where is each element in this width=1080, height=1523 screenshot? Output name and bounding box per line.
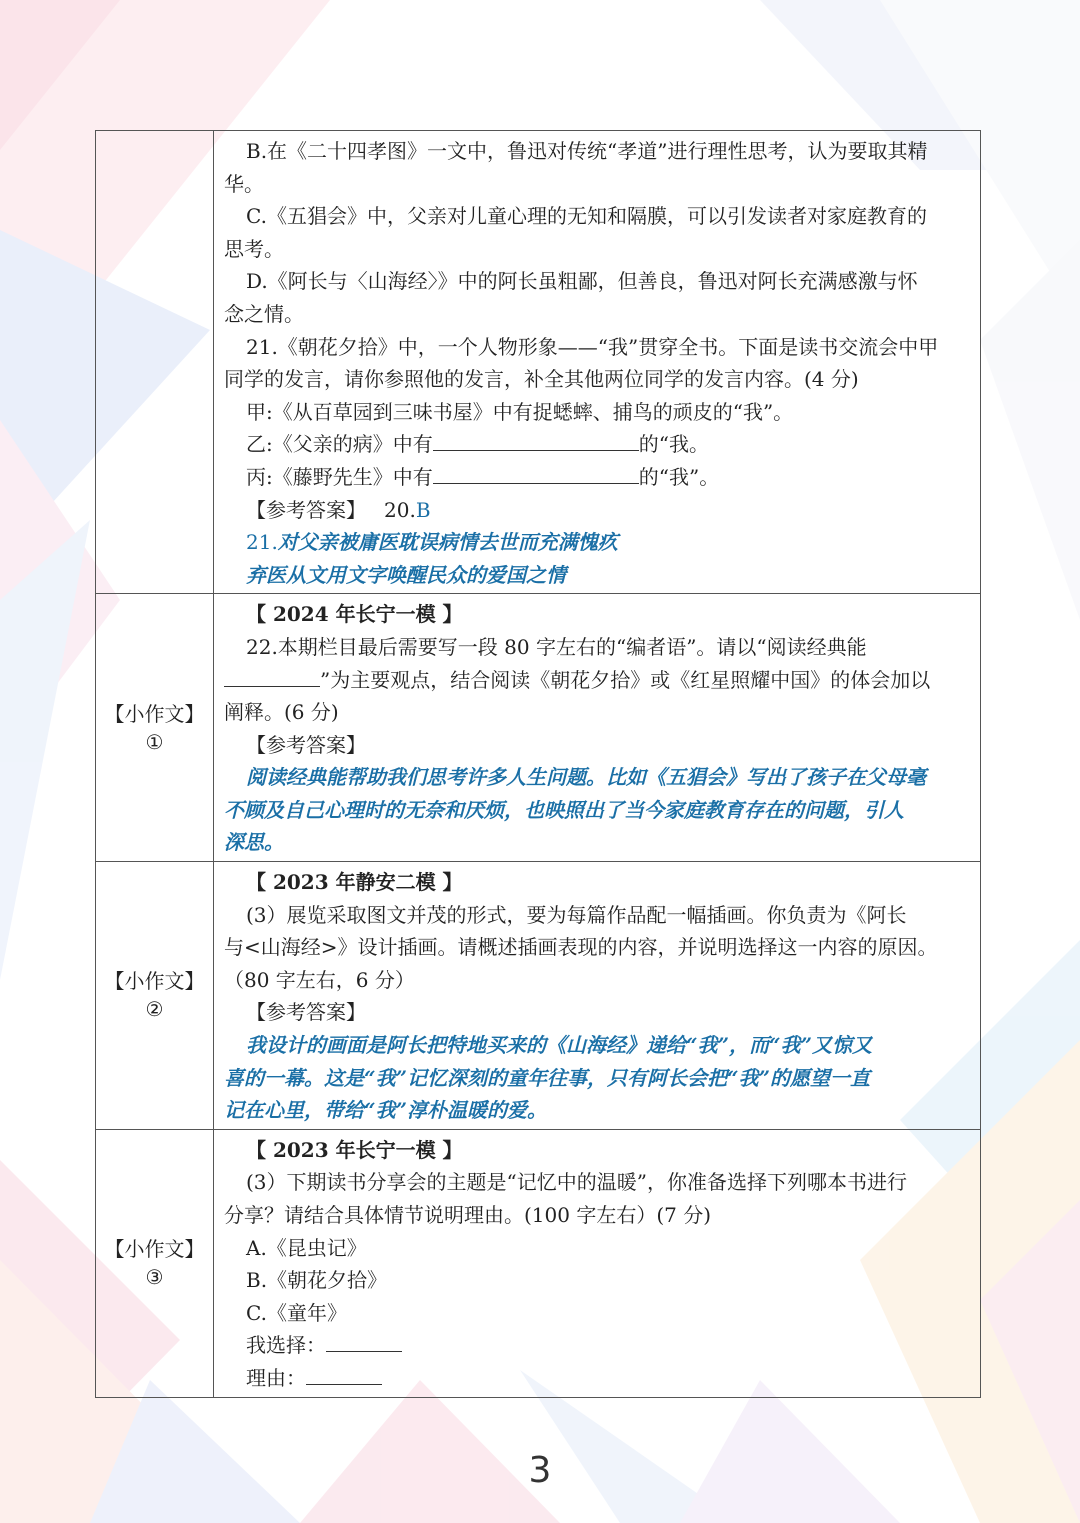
answer-text: 记在心里，带给“我”淳朴温暖的爱。 [224, 1098, 548, 1123]
row-label-cell [96, 862, 214, 1130]
reason-line [224, 1362, 972, 1395]
student-yi-tail: 的“我。 [638, 432, 709, 457]
answer-21-text: 对父亲被庸医耽误病情去世而充满愧疚 [277, 530, 618, 555]
source-tag: 【 2023 年静安二模 】 [246, 870, 463, 895]
question-22: 22.本期栏目最后需要写一段 80 字左右的“编者语”。请以“阅读经典能 [246, 634, 867, 659]
option-d-cont: 念之情。 [224, 301, 304, 326]
row-label: 【小作文】 [104, 969, 205, 994]
option-a: A.《昆虫记》 [246, 1235, 367, 1260]
answer-heading: 【参考答案】 [246, 1000, 366, 1025]
answer-blank [433, 430, 639, 451]
question-21-cont: 同学的发言，请你参照他的发言，补全其他两位同学的发言内容。(4 分) [224, 367, 859, 392]
option-d: D.《阿长与〈山海经〉》中的阿长虽粗鄙，但善良，鲁迅对阿长充满感激与怀 [246, 269, 918, 294]
table-row [96, 131, 981, 594]
student-yi [224, 428, 972, 461]
option-c: C.《童年》 [246, 1300, 347, 1325]
student-bing-tail: 的“我”。 [638, 464, 720, 489]
answer-text: 阅读经典能帮助我们思考许多人生问题。比如《五猖会》写出了孩子在父母毫 [246, 765, 926, 790]
row-label-number: ② [145, 997, 164, 1022]
option-b-cont: 华。 [224, 171, 264, 196]
answer-heading [224, 494, 972, 527]
option-b: B.在《二十四孝图》一文中，鲁迅对传统“孝道”进行理性思考，认为要取其精 [246, 139, 928, 163]
answer-20-num: 20. [384, 497, 416, 522]
row-label-number: ③ [145, 1265, 164, 1290]
choice-label: 我选择： [246, 1333, 326, 1358]
question-22-cont-text: ”为主要观点，结合阅读《朝花夕拾》或《红星照耀中国》的体会加以 [320, 667, 931, 692]
option-c: C.《五猖会》中，父亲对儿童心理的无知和隔膜，可以引发读者对家庭教育的 [246, 204, 927, 229]
content-cell [214, 594, 981, 862]
content-cell [214, 862, 981, 1130]
source-tag: 【 2023 年长宁一模 】 [246, 1137, 463, 1162]
answer-text: 不顾及自己心理时的无奈和厌烦，也映照出了当今家庭教育存在的问题，引人 [224, 797, 904, 822]
table-row [96, 594, 981, 862]
question-22-cont [224, 664, 972, 697]
option-b: B.《朝花夕拾》 [246, 1268, 388, 1293]
answer-21-num: 21. [246, 530, 278, 555]
answer-blank [433, 463, 639, 484]
content-cell [214, 1129, 981, 1397]
question-21: 21.《朝花夕拾》中，一个人物形象——“我”贯穿全书。下面是读书交流会中甲 [246, 334, 939, 359]
reason-label: 理由： [246, 1365, 306, 1390]
answer-blank [224, 666, 320, 687]
answer-text: 我设计的画面是阿长把特地买来的《山海经》递给“我”，而“我”又惊又 [246, 1033, 873, 1058]
student-bing-text: 丙:《藤野先生》中有 [246, 464, 433, 489]
answer-blank [306, 1364, 382, 1385]
question-3-cont: 与<山海经>》设计插画。请概述插画表现的内容，并说明选择这一内容的原因。 [224, 935, 938, 960]
row-label: 【小作文】 [104, 1237, 205, 1262]
page-number: 3 [528, 1450, 552, 1491]
question-3-cont: 分享？请结合具体情节说明理由。(100 字左右）(7 分) [224, 1203, 712, 1227]
table-row [96, 1129, 981, 1397]
question-3: (3）下期读书分享会的主题是“记忆中的温暖”，你准备选择下列哪本书进行 [246, 1170, 907, 1195]
student-yi-text: 乙:《父亲的病》中有 [246, 432, 433, 457]
row-label-cell [96, 131, 214, 594]
answer-heading: 【参考答案】 [246, 732, 366, 757]
answer-20-value: B [415, 497, 431, 522]
option-c-cont: 思考。 [224, 236, 284, 261]
question-3-end: （80 字左右，6 分） [224, 967, 415, 992]
exam-table [95, 130, 981, 1398]
row-label-cell [96, 594, 214, 862]
answer-text: 深思。 [224, 830, 284, 855]
question-3: (3）展览采取图文并茂的形式，要为每篇作品配一幅插画。你负责为《阿长 [246, 902, 907, 927]
content-cell [214, 131, 981, 594]
row-label-number: ① [145, 729, 164, 754]
student-jia: 甲:《从百草园到三味书屋》中有捉蟋蟀、捕鸟的顽皮的“我”。 [246, 399, 794, 424]
source-tag: 【 2024 年长宁一模 】 [246, 602, 463, 627]
choice-line [224, 1329, 972, 1362]
question-22-end: 阐释。(6 分) [224, 700, 339, 725]
student-bing [224, 461, 972, 494]
answer-21-line2: 弃医从文用文字唤醒民众的爱国之情 [246, 562, 566, 587]
answer-blank [326, 1331, 402, 1352]
answer-21 [224, 526, 972, 559]
row-label-cell [96, 1129, 214, 1397]
row-label: 【小作文】 [104, 701, 205, 726]
answer-text: 喜的一幕。这是“我”记忆深刻的童年往事，只有阿长会把“我”的愿望一直 [224, 1065, 871, 1090]
table-row [96, 862, 981, 1130]
answer-label: 【参考答案】 [246, 497, 366, 522]
